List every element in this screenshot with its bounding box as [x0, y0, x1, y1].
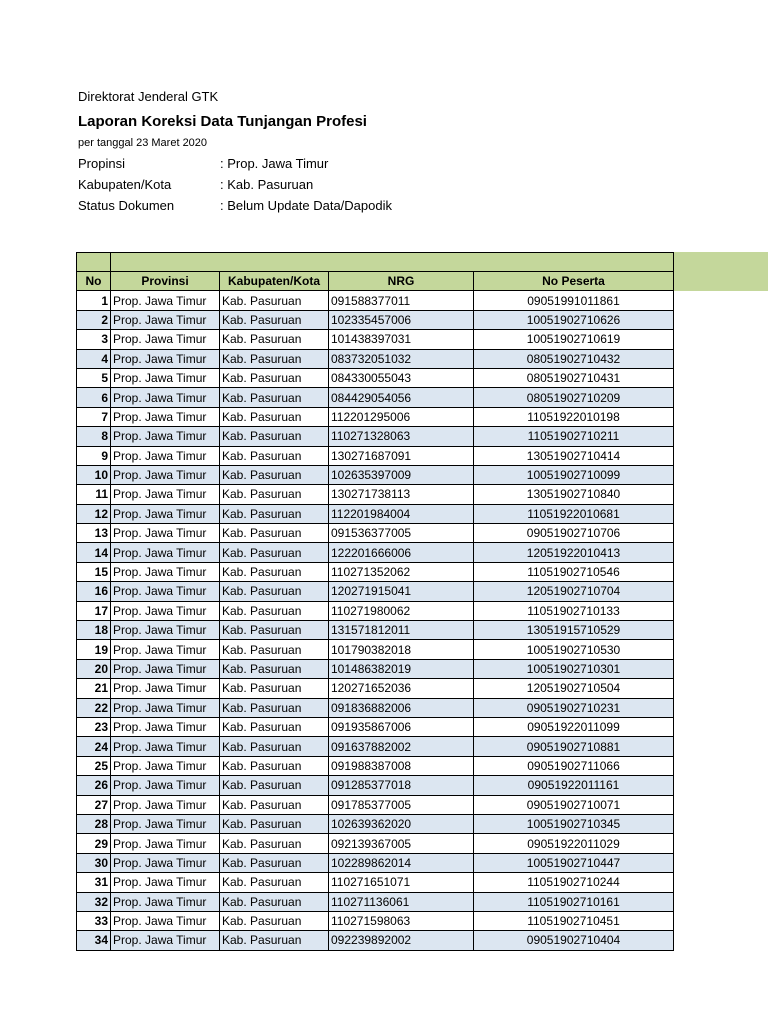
column-header-nrg: NRG — [329, 272, 474, 291]
table-cell: 13051902710414 — [474, 446, 674, 465]
table-header-row — [77, 272, 674, 291]
table-cell: Prop. Jawa Timur — [111, 407, 220, 426]
table-cell: Kab. Pasuruan — [220, 853, 329, 872]
header-fill-strip — [673, 252, 768, 291]
table-cell: 8 — [77, 427, 111, 446]
table-cell: Prop. Jawa Timur — [111, 814, 220, 833]
table-row — [77, 717, 674, 736]
table-cell: Kab. Pasuruan — [220, 873, 329, 892]
table-cell: 110271980062 — [329, 601, 474, 620]
table-cell: 112201295006 — [329, 407, 474, 426]
table-row — [77, 485, 674, 504]
table-cell: Prop. Jawa Timur — [111, 446, 220, 465]
organization-name: Direktorat Jenderal GTK — [78, 89, 219, 104]
table-cell: 10051902710530 — [474, 640, 674, 659]
table-cell: 11051922010198 — [474, 407, 674, 426]
table-cell: Prop. Jawa Timur — [111, 485, 220, 504]
table-cell: 091935867006 — [329, 717, 474, 736]
table-row — [77, 640, 674, 659]
table-cell: 27 — [77, 795, 111, 814]
table-cell: Kab. Pasuruan — [220, 776, 329, 795]
table-row — [77, 407, 674, 426]
meta-label: Kabupaten/Kota — [78, 177, 172, 192]
blank-cell — [77, 253, 111, 272]
table-row — [77, 310, 674, 329]
table-row — [77, 853, 674, 872]
table-cell: Prop. Jawa Timur — [111, 504, 220, 523]
table-row — [77, 795, 674, 814]
table-cell: Prop. Jawa Timur — [111, 737, 220, 756]
table-cell: Prop. Jawa Timur — [111, 795, 220, 814]
table-cell: 091988387008 — [329, 756, 474, 775]
table-cell: 23 — [77, 717, 111, 736]
table-cell: 08051902710209 — [474, 388, 674, 407]
table-row — [77, 776, 674, 795]
table-cell: Prop. Jawa Timur — [111, 659, 220, 678]
table-cell: Kab. Pasuruan — [220, 446, 329, 465]
table-cell: Prop. Jawa Timur — [111, 601, 220, 620]
table-cell: 092139367005 — [329, 834, 474, 853]
table-row — [77, 756, 674, 775]
table-cell: 12 — [77, 504, 111, 523]
table-cell: Kab. Pasuruan — [220, 388, 329, 407]
table-cell: 130271687091 — [329, 446, 474, 465]
table-cell: 6 — [77, 388, 111, 407]
table-cell: 10051902710345 — [474, 814, 674, 833]
table-cell: Kab. Pasuruan — [220, 679, 329, 698]
table-cell: Kab. Pasuruan — [220, 524, 329, 543]
table-cell: Kab. Pasuruan — [220, 291, 329, 310]
table-row — [77, 814, 674, 833]
table-cell: 110271136061 — [329, 892, 474, 911]
table-cell: Prop. Jawa Timur — [111, 834, 220, 853]
table-cell: 7 — [77, 407, 111, 426]
table-cell: Prop. Jawa Timur — [111, 330, 220, 349]
data-table — [76, 252, 674, 951]
meta-value: : Belum Update Data/Dapodik — [220, 198, 392, 213]
table-cell: Prop. Jawa Timur — [111, 679, 220, 698]
table-cell: 13051902710840 — [474, 485, 674, 504]
table-cell: 34 — [77, 931, 111, 950]
table-cell: 091536377005 — [329, 524, 474, 543]
column-header-kabupaten: Kabupaten/Kota — [220, 272, 329, 291]
table-cell: Prop. Jawa Timur — [111, 892, 220, 911]
table-cell: 122201666006 — [329, 543, 474, 562]
table-cell: 20 — [77, 659, 111, 678]
table-cell: 10 — [77, 465, 111, 484]
table-cell: Prop. Jawa Timur — [111, 310, 220, 329]
table-cell: 102335457006 — [329, 310, 474, 329]
table-cell: Prop. Jawa Timur — [111, 640, 220, 659]
table-cell: 17 — [77, 601, 111, 620]
table-cell: 09051902710404 — [474, 931, 674, 950]
table-cell: 09051902710071 — [474, 795, 674, 814]
table-cell: 10051902710301 — [474, 659, 674, 678]
table-cell: 101486382019 — [329, 659, 474, 678]
table-cell: Kab. Pasuruan — [220, 330, 329, 349]
table-cell: 21 — [77, 679, 111, 698]
table-cell: 091836882006 — [329, 698, 474, 717]
table-cell: Prop. Jawa Timur — [111, 853, 220, 872]
table-cell: 09051922011029 — [474, 834, 674, 853]
table-cell: 101438397031 — [329, 330, 474, 349]
table-cell: 13051915710529 — [474, 621, 674, 640]
table-cell: 11051902710451 — [474, 911, 674, 930]
table-cell: 4 — [77, 349, 111, 368]
table-cell: Prop. Jawa Timur — [111, 368, 220, 387]
table-cell: Prop. Jawa Timur — [111, 524, 220, 543]
table-cell: Prop. Jawa Timur — [111, 931, 220, 950]
table-cell: 101790382018 — [329, 640, 474, 659]
table-cell: 09051902710706 — [474, 524, 674, 543]
table-cell: Prop. Jawa Timur — [111, 756, 220, 775]
table-cell: 11 — [77, 485, 111, 504]
table-cell: Prop. Jawa Timur — [111, 911, 220, 930]
table-cell: 11051922010681 — [474, 504, 674, 523]
table-cell: 18 — [77, 621, 111, 640]
table-cell: 33 — [77, 911, 111, 930]
table-cell: Kab. Pasuruan — [220, 349, 329, 368]
table-cell: 22 — [77, 698, 111, 717]
table-cell: Kab. Pasuruan — [220, 601, 329, 620]
table-cell: 16 — [77, 582, 111, 601]
table-row — [77, 659, 674, 678]
table-cell: 083732051032 — [329, 349, 474, 368]
table-cell: 11051902710546 — [474, 562, 674, 581]
table-cell: 10051902710099 — [474, 465, 674, 484]
report-meta — [78, 153, 392, 216]
table-cell: 110271352062 — [329, 562, 474, 581]
table-cell: 09051922011161 — [474, 776, 674, 795]
table-cell: Prop. Jawa Timur — [111, 291, 220, 310]
table-cell: 09051902711066 — [474, 756, 674, 775]
table-cell: 10051902710626 — [474, 310, 674, 329]
table-cell: Kab. Pasuruan — [220, 659, 329, 678]
table-cell: Prop. Jawa Timur — [111, 562, 220, 581]
table-cell: Kab. Pasuruan — [220, 427, 329, 446]
table-row — [77, 349, 674, 368]
table-cell: 08051902710431 — [474, 368, 674, 387]
table-row — [77, 465, 674, 484]
blank-cell — [111, 253, 674, 272]
table-cell: 091588377011 — [329, 291, 474, 310]
table-cell: 26 — [77, 776, 111, 795]
table-cell: 110271328063 — [329, 427, 474, 446]
table-cell: 12051902710704 — [474, 582, 674, 601]
table-cell: 32 — [77, 892, 111, 911]
table-row — [77, 291, 674, 310]
table-cell: 12051922010413 — [474, 543, 674, 562]
table-cell: 25 — [77, 756, 111, 775]
table-cell: 08051902710432 — [474, 349, 674, 368]
table-row — [77, 330, 674, 349]
table-cell: Kab. Pasuruan — [220, 717, 329, 736]
table-cell: Prop. Jawa Timur — [111, 776, 220, 795]
table-cell: Kab. Pasuruan — [220, 310, 329, 329]
column-header-no-peserta: No Peserta — [474, 272, 674, 291]
table-cell: 084330055043 — [329, 368, 474, 387]
table-cell: 24 — [77, 737, 111, 756]
table-cell: Prop. Jawa Timur — [111, 717, 220, 736]
meta-row-status — [78, 195, 392, 216]
table-cell: Kab. Pasuruan — [220, 621, 329, 640]
table-cell: 2 — [77, 310, 111, 329]
table-cell: Kab. Pasuruan — [220, 931, 329, 950]
table-cell: Kab. Pasuruan — [220, 562, 329, 581]
table-cell: Kab. Pasuruan — [220, 814, 329, 833]
table-cell: Kab. Pasuruan — [220, 368, 329, 387]
table-cell: 091785377005 — [329, 795, 474, 814]
table-row — [77, 911, 674, 930]
table-cell: Kab. Pasuruan — [220, 834, 329, 853]
table-cell: Kab. Pasuruan — [220, 582, 329, 601]
table-cell: 102289862014 — [329, 853, 474, 872]
table-row — [77, 621, 674, 640]
table-cell: Prop. Jawa Timur — [111, 465, 220, 484]
table-cell: Kab. Pasuruan — [220, 407, 329, 426]
table-cell: 130271738113 — [329, 485, 474, 504]
table-cell: 11051902710244 — [474, 873, 674, 892]
table-cell: 09051991011861 — [474, 291, 674, 310]
meta-label: Status Dokumen — [78, 198, 175, 213]
table-cell: 1 — [77, 291, 111, 310]
table-cell: Kab. Pasuruan — [220, 640, 329, 659]
table-row — [77, 368, 674, 387]
table-cell: Kab. Pasuruan — [220, 485, 329, 504]
table-cell: Kab. Pasuruan — [220, 911, 329, 930]
meta-value: : Kab. Pasuruan — [220, 177, 314, 192]
table-cell: 28 — [77, 814, 111, 833]
table-cell: Kab. Pasuruan — [220, 465, 329, 484]
table-cell: Kab. Pasuruan — [220, 504, 329, 523]
table-cell: 09051922011099 — [474, 717, 674, 736]
table-cell: Prop. Jawa Timur — [111, 349, 220, 368]
meta-value: : Prop. Jawa Timur — [220, 156, 329, 171]
table-cell: 102635397009 — [329, 465, 474, 484]
table-cell: Prop. Jawa Timur — [111, 427, 220, 446]
table-row — [77, 892, 674, 911]
table-row — [77, 679, 674, 698]
table-row — [77, 601, 674, 620]
table-cell: 12051902710504 — [474, 679, 674, 698]
report-header — [78, 88, 392, 216]
meta-label: Propinsi — [78, 156, 125, 171]
table-cell: 10051902710619 — [474, 330, 674, 349]
table-cell: 11051902710161 — [474, 892, 674, 911]
table-cell: Prop. Jawa Timur — [111, 873, 220, 892]
table-cell: 110271651071 — [329, 873, 474, 892]
table-cell: 092239892002 — [329, 931, 474, 950]
table-cell: Prop. Jawa Timur — [111, 388, 220, 407]
table-cell: 120271915041 — [329, 582, 474, 601]
table-cell: 091637882002 — [329, 737, 474, 756]
table-cell: Prop. Jawa Timur — [111, 621, 220, 640]
table-cell: 5 — [77, 368, 111, 387]
table-cell: Kab. Pasuruan — [220, 737, 329, 756]
table-cell: 10051902710447 — [474, 853, 674, 872]
table-row — [77, 524, 674, 543]
table-cell: 30 — [77, 853, 111, 872]
table-row — [77, 931, 674, 950]
table-cell: 131571812011 — [329, 621, 474, 640]
table-cell: 09051902710231 — [474, 698, 674, 717]
table-cell: 13 — [77, 524, 111, 543]
table-row — [77, 698, 674, 717]
table-cell: Prop. Jawa Timur — [111, 698, 220, 717]
table-body — [77, 291, 674, 950]
table-cell: 14 — [77, 543, 111, 562]
table-cell: 102639362020 — [329, 814, 474, 833]
column-header-no: No — [77, 272, 111, 291]
table-row — [77, 446, 674, 465]
table-cell: 29 — [77, 834, 111, 853]
report-title: Laporan Koreksi Data Tunjangan Profesi — [78, 113, 367, 130]
table-cell: 31 — [77, 873, 111, 892]
table-row — [77, 504, 674, 523]
table-row — [77, 873, 674, 892]
column-header-provinsi: Provinsi — [111, 272, 220, 291]
table-row — [77, 834, 674, 853]
table-cell: 9 — [77, 446, 111, 465]
table-row — [77, 562, 674, 581]
table-cell: 120271652036 — [329, 679, 474, 698]
table-cell: Kab. Pasuruan — [220, 698, 329, 717]
table-cell: 091285377018 — [329, 776, 474, 795]
table-cell: 15 — [77, 562, 111, 581]
table-cell: 11051902710133 — [474, 601, 674, 620]
table-row — [77, 427, 674, 446]
table-row — [77, 737, 674, 756]
table-row — [77, 388, 674, 407]
meta-row-propinsi — [78, 153, 392, 174]
report-date: per tanggal 23 Maret 2020 — [78, 137, 208, 149]
table-title-row — [77, 253, 674, 272]
table-cell: 11051902710211 — [474, 427, 674, 446]
table-cell: 3 — [77, 330, 111, 349]
table-cell: Kab. Pasuruan — [220, 795, 329, 814]
table-cell: Kab. Pasuruan — [220, 756, 329, 775]
table-cell: Prop. Jawa Timur — [111, 582, 220, 601]
meta-row-kabupaten — [78, 174, 392, 195]
table-cell: Kab. Pasuruan — [220, 892, 329, 911]
table-cell: 09051902710881 — [474, 737, 674, 756]
table-row — [77, 543, 674, 562]
table-cell: Prop. Jawa Timur — [111, 543, 220, 562]
table-cell: 084429054056 — [329, 388, 474, 407]
table-cell: 110271598063 — [329, 911, 474, 930]
table-cell: 112201984004 — [329, 504, 474, 523]
table-row — [77, 582, 674, 601]
table-cell: Kab. Pasuruan — [220, 543, 329, 562]
table-cell: 19 — [77, 640, 111, 659]
